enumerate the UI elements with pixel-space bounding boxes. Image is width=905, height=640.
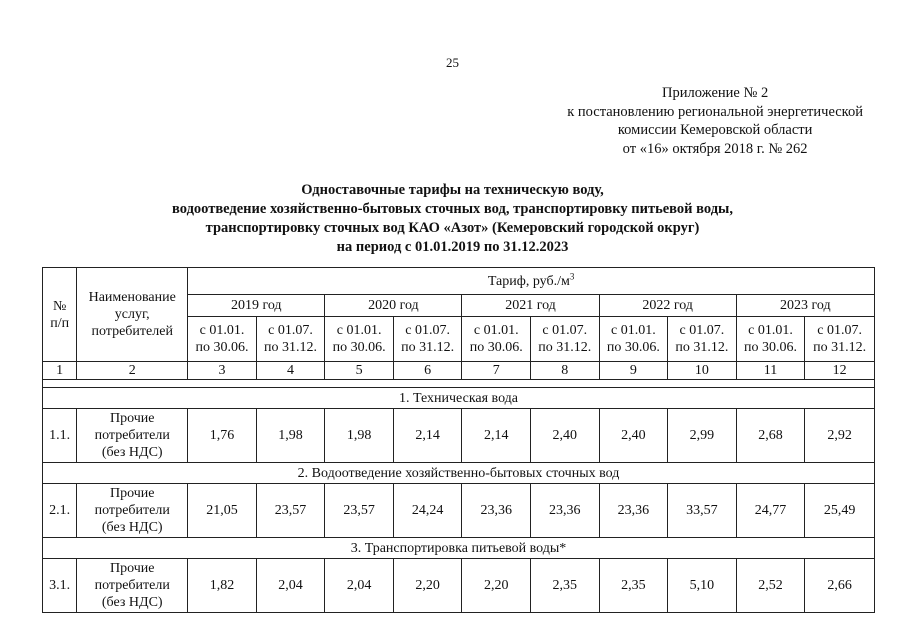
column-index-cell: 3 <box>188 362 257 380</box>
year-cell: 2019 год <box>188 295 325 317</box>
period-from: с 01.07. <box>542 323 588 338</box>
tariff-value: 2,66 <box>805 559 875 613</box>
service-name-line: потребители <box>94 428 170 443</box>
service-name-line: (без НДС) <box>101 595 163 610</box>
service-name-cell <box>77 559 188 613</box>
tariff-table <box>42 267 875 613</box>
page-number: 25 <box>446 55 459 70</box>
service-name-line: Прочие <box>109 411 155 426</box>
period-from: с 01.07. <box>405 323 451 338</box>
tariff-value: 2,14 <box>393 409 462 463</box>
service-name-line: Прочие <box>109 486 155 501</box>
column-index-row <box>43 362 875 380</box>
tariff-value: 1,98 <box>256 409 325 463</box>
tariff-value: 2,40 <box>599 409 668 463</box>
period-to: по 30.06. <box>743 340 797 355</box>
period-from: с 01.07. <box>679 323 725 338</box>
tariff-value: 1,98 <box>325 409 394 463</box>
tariff-value: 33,57 <box>668 484 737 538</box>
section-row <box>43 463 875 484</box>
period-cell <box>805 317 875 362</box>
service-name-line: (без НДС) <box>101 520 163 535</box>
period-to: по 30.06. <box>332 340 386 355</box>
tariff-value: 2,35 <box>599 559 668 613</box>
section-title: 3. Транспортировка питьевой воды* <box>43 538 875 559</box>
period-to: по 31.12. <box>813 340 867 355</box>
period-to: по 31.12. <box>401 340 455 355</box>
tariff-label: Тариф, руб./м <box>487 273 570 289</box>
appendix-line: к постановлению региональной энергетической <box>567 103 863 120</box>
table-row <box>43 409 875 463</box>
appendix-line: Приложение № 2 <box>662 85 769 101</box>
column-index-cell: 2 <box>77 362 188 380</box>
year-cell: 2020 год <box>325 295 462 317</box>
row-number: 3.1. <box>43 559 77 613</box>
tariff-value: 5,10 <box>668 559 737 613</box>
tariff-value: 2,52 <box>736 559 805 613</box>
period-to: по 30.06. <box>469 340 523 355</box>
header-num-label: № <box>52 298 67 314</box>
tariff-value: 25,49 <box>805 484 875 538</box>
year-cell: 2023 год <box>736 295 874 317</box>
period-cell <box>393 317 462 362</box>
tariff-value: 24,24 <box>393 484 462 538</box>
column-index-cell: 9 <box>599 362 668 380</box>
tariff-value: 2,99 <box>668 409 737 463</box>
period-cell <box>599 317 668 362</box>
period-cell <box>256 317 325 362</box>
header-num-cell <box>43 268 77 362</box>
header-num-label: п/п <box>50 315 70 331</box>
column-index-cell: 11 <box>736 362 805 380</box>
tariff-value: 23,57 <box>325 484 394 538</box>
title-line: Одноставочные тарифы на техническую воду, <box>301 182 604 198</box>
tariff-unit-superscript: 3 <box>569 270 575 281</box>
tariff-value: 2,04 <box>256 559 325 613</box>
column-index-cell: 4 <box>256 362 325 380</box>
service-name-line: потребители <box>94 503 170 518</box>
period-cell <box>531 317 600 362</box>
tariff-value: 2,35 <box>531 559 600 613</box>
column-index-cell: 7 <box>462 362 531 380</box>
section-title: 2. Водоотведение хозяйственно-бытовых сточных вод <box>43 463 875 484</box>
section-title: 1. Техническая вода <box>43 388 875 409</box>
column-index-cell: 6 <box>393 362 462 380</box>
tariff-value: 23,57 <box>256 484 325 538</box>
header-tariff-cell <box>188 268 875 295</box>
title-line: на период с 01.01.2019 по 31.12.2023 <box>336 239 569 255</box>
tariff-value: 2,40 <box>531 409 600 463</box>
period-from: с 01.01. <box>199 323 245 338</box>
service-name-line: (без НДС) <box>101 445 163 460</box>
tariff-value: 23,36 <box>599 484 668 538</box>
appendix-line: от «16» октября 2018 г. № 262 <box>622 140 808 157</box>
tariff-value: 2,92 <box>805 409 875 463</box>
period-from: с 01.07. <box>817 323 862 338</box>
header-service-cell <box>77 268 188 362</box>
title-line: водоотведение хозяйственно-бытовых сточных вод, транспортировку питьевой воды, <box>172 201 733 217</box>
period-to: по 30.06. <box>195 340 249 355</box>
period-cell <box>325 317 394 362</box>
tariff-value: 2,04 <box>325 559 394 613</box>
tariff-value: 2,20 <box>393 559 462 613</box>
period-to: по 31.12. <box>538 340 592 355</box>
document-title <box>0 181 905 257</box>
tariff-value: 2,14 <box>462 409 531 463</box>
period-cell <box>188 317 257 362</box>
service-name-cell <box>77 484 188 538</box>
year-cell: 2022 год <box>599 295 736 317</box>
row-number: 2.1. <box>43 484 77 538</box>
appendix-line: комиссии Кемеровской области <box>617 122 813 138</box>
period-from: с 01.01. <box>473 323 519 338</box>
period-to: по 31.12. <box>264 340 318 355</box>
period-to: по 30.06. <box>606 340 660 355</box>
service-name-line: потребители <box>94 578 170 593</box>
tariff-value: 1,76 <box>188 409 257 463</box>
service-name-line: Прочие <box>109 561 155 576</box>
period-from: с 01.07. <box>268 323 313 338</box>
header-row-tariff <box>43 268 875 295</box>
period-cell <box>462 317 531 362</box>
table-body <box>43 268 875 613</box>
tariff-value: 2,68 <box>736 409 805 463</box>
header-service-label: услуг, <box>114 307 150 322</box>
section-row <box>43 538 875 559</box>
year-cell: 2021 год <box>462 295 599 317</box>
period-cell <box>668 317 737 362</box>
column-index-cell: 5 <box>325 362 394 380</box>
column-index-cell: 10 <box>668 362 737 380</box>
tariff-value: 23,36 <box>462 484 531 538</box>
period-from: с 01.01. <box>748 323 793 338</box>
period-to: по 31.12. <box>675 340 729 355</box>
column-index-cell: 8 <box>531 362 600 380</box>
tariff-value: 21,05 <box>188 484 257 538</box>
table-row <box>43 484 875 538</box>
header-service-label: потребителей <box>91 324 173 339</box>
appendix-block <box>567 84 863 158</box>
header-service-label: Наименование <box>88 290 176 305</box>
column-index-cell: 1 <box>43 362 77 380</box>
service-name-cell <box>77 409 188 463</box>
column-index-cell: 12 <box>805 362 875 380</box>
tariff-value: 2,20 <box>462 559 531 613</box>
period-from: с 01.01. <box>336 323 382 338</box>
tariff-value: 24,77 <box>736 484 805 538</box>
spacer-row <box>43 380 875 388</box>
row-number: 1.1. <box>43 409 77 463</box>
section-row <box>43 388 875 409</box>
period-from: с 01.01. <box>610 323 656 338</box>
title-line: транспортировку сточных вод КАО «Азот» (Кемеровский городской округ) <box>205 220 700 236</box>
tariff-value: 1,82 <box>188 559 257 613</box>
spacer-cell <box>43 380 875 388</box>
table-row <box>43 559 875 613</box>
tariff-value: 23,36 <box>531 484 600 538</box>
period-cell <box>736 317 805 362</box>
